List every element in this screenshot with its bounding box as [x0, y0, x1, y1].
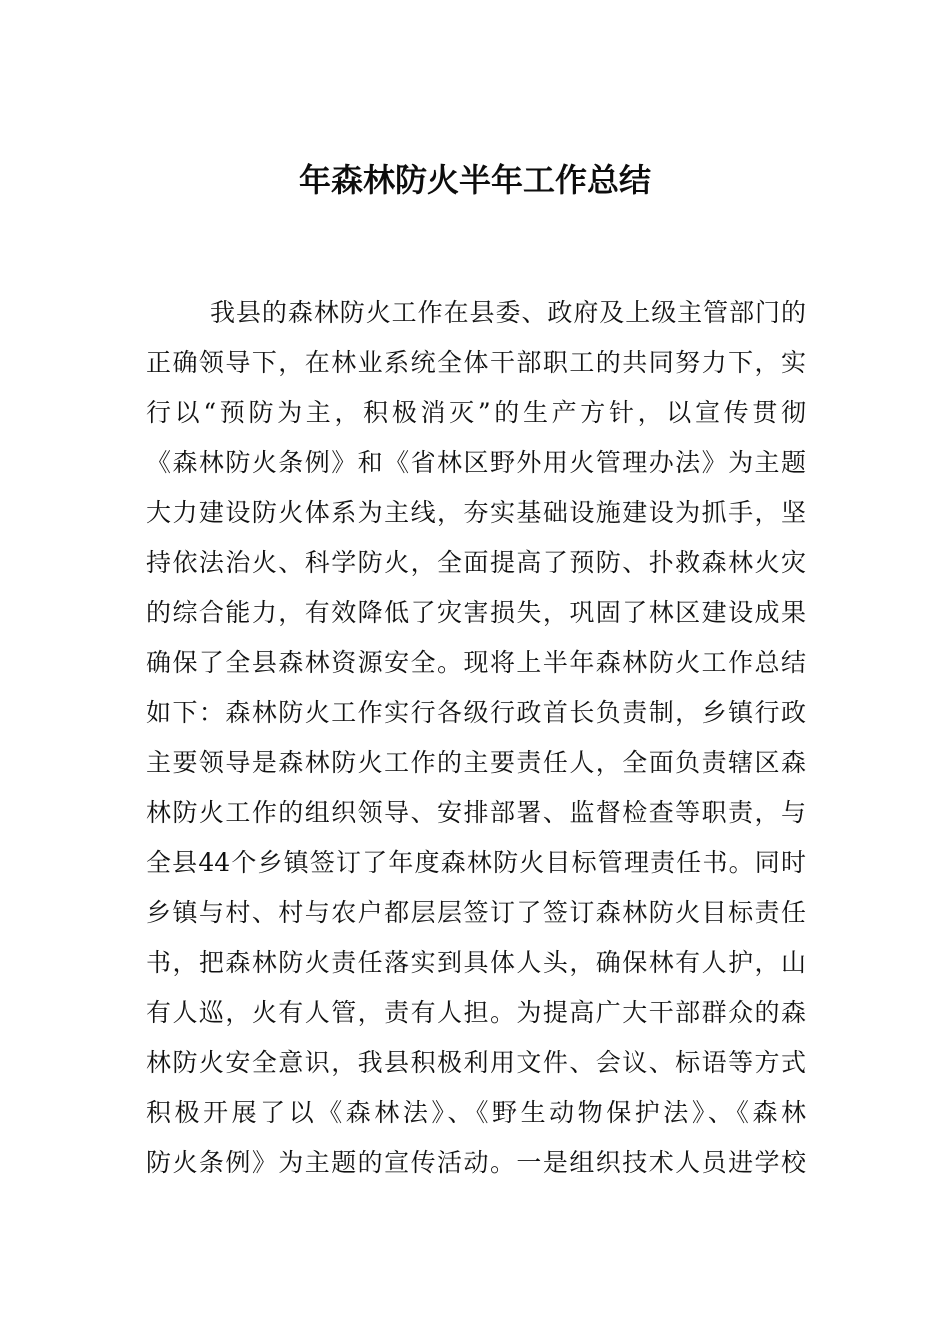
body-line: 如下：森林防火工作实行各级行政首长负责制，乡镇行政	[146, 698, 806, 727]
body-line: 书，把森林防火责任落实到具体人头，确保林有人护，山	[146, 948, 806, 977]
body-line: 有人巡，火有人管，责有人担。为提高广大干部群众的森	[146, 998, 806, 1027]
document-title: 年森林防火半年工作总结	[298, 161, 651, 199]
body-line: 乡镇与村、村与农户都层层签订了签订森林防火目标责任	[146, 898, 806, 927]
body-line: 我县的森林防火工作在县委、政府及上级主管部门的	[210, 298, 806, 327]
body-line: 正确领导下，在林业系统全体干部职工的共同努力下，实	[146, 348, 806, 377]
body-line: 大力建设防火体系为主线，夯实基础设施建设为抓手，坚	[146, 498, 806, 527]
body-line: 全县44个乡镇签订了年度森林防火目标管理责任书。同时	[146, 848, 806, 877]
body-line: 《森林防火条例》和《省林区野外用火管理办法》为主题	[146, 448, 806, 477]
body-line: 防火条例》为主题的宣传活动。一是组织技术人员进学校	[146, 1148, 806, 1177]
body-line: 确保了全县森林资源安全。现将上半年森林防火工作总结	[146, 648, 806, 677]
body-line: 持依法治火、科学防火，全面提高了预防、扑救森林火灾	[146, 548, 806, 577]
body-line: 主要领导是森林防火工作的主要责任人，全面负责辖区森	[146, 748, 806, 777]
body-line: 林防火工作的组织领导、安排部署、监督检查等职责，与	[146, 798, 806, 827]
body-line: 林防火安全意识，我县积极利用文件、会议、标语等方式	[146, 1048, 806, 1077]
document-body	[146, 288, 806, 1188]
body-line: 的综合能力，有效降低了灾害损失，巩固了林区建设成果	[146, 598, 806, 627]
body-line: 行以“预防为主，积极消灭”的生产方针，以宣传贯彻	[146, 398, 806, 427]
body-line: 积极开展了以《森林法》、《野生动物保护法》、《森林	[146, 1098, 806, 1127]
